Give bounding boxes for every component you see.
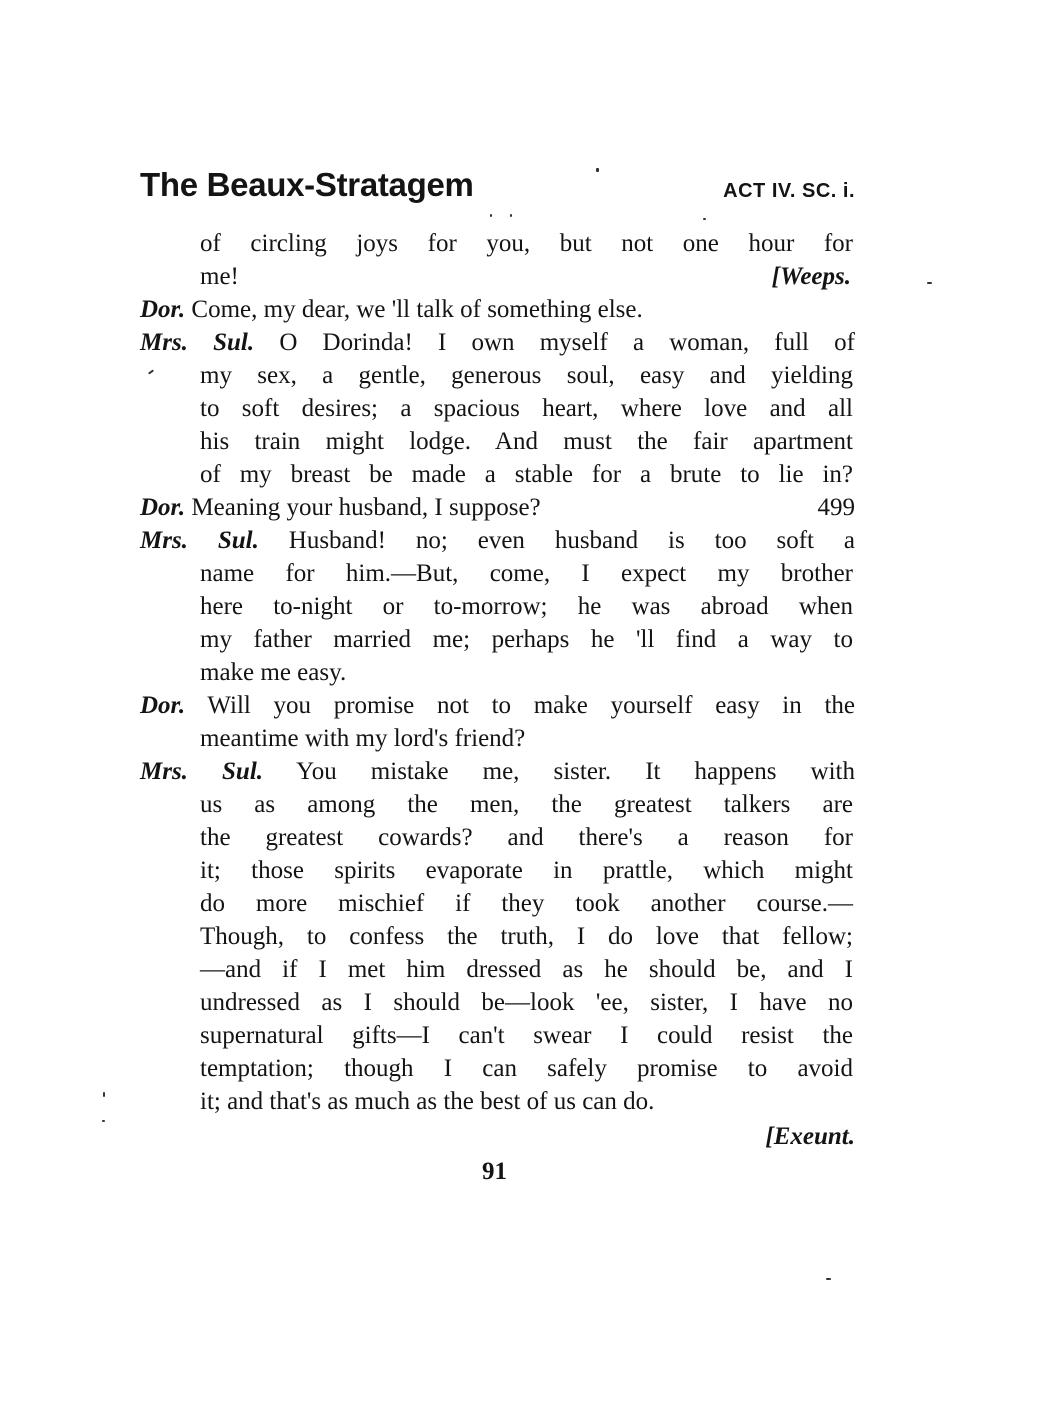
scan-speck <box>826 1278 831 1280</box>
act-scene-label: ACT IV. SC. i. <box>723 180 855 202</box>
speech-line <box>140 492 855 525</box>
text-line: it; and that's as much as the best of us can do. <box>200 1088 655 1115</box>
scan-speck <box>490 214 492 217</box>
scan-speck <box>703 218 706 220</box>
text-line: of circling joys for you, but not one hour for <box>200 230 853 257</box>
text-line: us as among the men, the greatest talkers are <box>200 791 853 818</box>
text-line: —and if I met him dressed as he should be, and I <box>200 956 853 983</box>
text-line: it; those spirits evaporate in prattle, which might <box>200 857 853 884</box>
speech-line <box>140 294 855 327</box>
running-title: The Beaux-Stratagem <box>140 166 474 203</box>
text-line: my father married me; perhaps he 'll find a way to <box>200 626 853 653</box>
scan-speck <box>510 214 512 217</box>
scan-speck <box>927 282 932 284</box>
text-line: temptation; though I can safely promise to avoid <box>200 1055 853 1082</box>
line-text: Will you promise not to make yourself easy in the <box>207 692 855 719</box>
text-line: do more mischief if they took another course.— <box>200 890 853 917</box>
speaker-mrs-sullen: Mrs. Sul. <box>140 758 264 785</box>
speaker-mrs-sullen: Mrs. Sul. <box>140 329 255 356</box>
text-line: meantime with my lord's friend? <box>200 725 526 752</box>
text-line: undressed as I should be—look 'ee, sister, I have no <box>200 989 853 1016</box>
running-header <box>140 166 855 216</box>
line-text: Husband! no; even husband is too soft a <box>288 527 855 554</box>
speech-line <box>140 525 855 558</box>
text-line: supernatural gifts—I can't swear I could resist the <box>200 1022 853 1049</box>
text-line: here to-night or to-morrow; he was abroad when <box>200 593 853 620</box>
line-text: You mistake me, sister. It happens with <box>296 758 855 785</box>
scan-speck <box>148 369 154 374</box>
text-line: of my breast be made a stable for a brute to lie in? <box>200 461 853 488</box>
page-number: 91 <box>482 1158 507 1185</box>
line-text: O Dorinda! I own myself a woman, full of <box>279 329 855 356</box>
line-text: Come, my dear, we 'll talk of something else. <box>191 296 643 323</box>
speech-line <box>140 327 855 360</box>
text-line <box>200 261 853 294</box>
speaker-dorinda: Dor. <box>140 296 186 323</box>
scan-speck <box>102 1120 105 1122</box>
text-line: name for him.—But, come, I expect my brother <box>200 560 853 587</box>
text-line: make me easy. <box>200 659 347 686</box>
stage-direction-exeunt: [Exeunt. <box>765 1123 855 1150</box>
line-number: 499 <box>817 494 855 521</box>
scan-speck <box>596 168 599 172</box>
stage-direction-line <box>140 1121 855 1154</box>
speaker-dorinda: Dor. <box>140 494 186 521</box>
text-line: the greatest cowards? and there's a reason for <box>200 824 853 851</box>
line-text: Meaning your husband, I suppose? <box>191 494 541 521</box>
scan-speck <box>103 1092 105 1097</box>
speech-line <box>140 756 855 789</box>
text-line: my sex, a gentle, generous soul, easy and yielding <box>200 362 853 389</box>
line-text: me! <box>200 263 239 290</box>
text-line: his train might lodge. And must the fair apartment <box>200 428 853 455</box>
text-line: Though, to confess the truth, I do love that fellow; <box>200 923 853 950</box>
speaker-dorinda: Dor. <box>140 692 186 719</box>
speech-line <box>140 690 855 723</box>
text-line: to soft desires; a spacious heart, where love and all <box>200 395 853 422</box>
speaker-mrs-sullen: Mrs. Sul. <box>140 527 259 554</box>
stage-direction-weeps: [Weeps. <box>771 263 851 290</box>
